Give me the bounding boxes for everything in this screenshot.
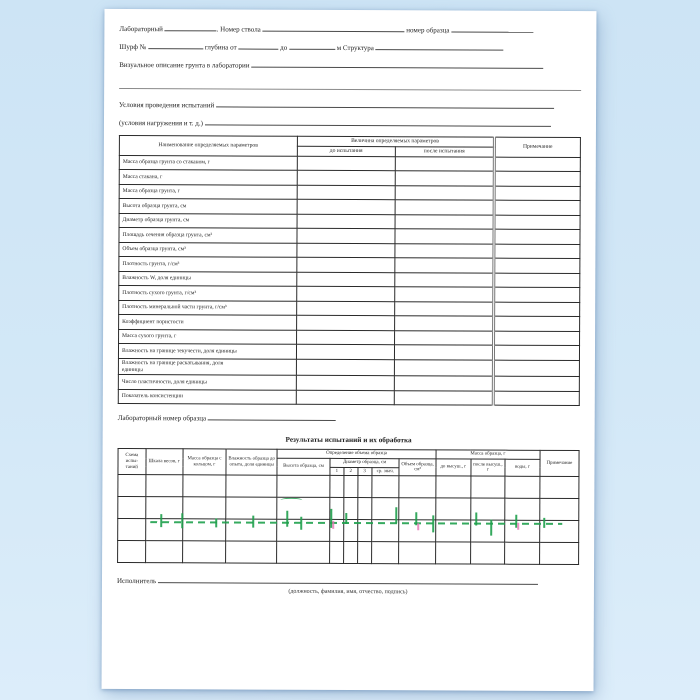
- mass-water-header: воды, г: [505, 459, 540, 476]
- result-cell: [145, 497, 182, 519]
- conditions-note-label: (условия нагружения и т. д.): [118, 118, 203, 128]
- result-cell: [505, 542, 540, 564]
- value-after-cell: [395, 345, 494, 360]
- result-cell: [399, 498, 436, 520]
- param-label: Влажность на границе раскатывания, доля единицы: [118, 358, 296, 375]
- result-cell: [182, 475, 226, 497]
- result-cell: [399, 542, 436, 564]
- pit-label: Шурф №: [119, 42, 147, 52]
- volume-group-header: Определение объема образца: [277, 450, 436, 459]
- value-after-cell: [394, 376, 493, 391]
- pen-mark: [300, 517, 302, 530]
- executor-label: Исполнитель: [116, 577, 157, 586]
- value-before-cell: [297, 229, 396, 244]
- value-before-cell: [297, 171, 396, 186]
- result-cell: [343, 542, 357, 564]
- pen-mark: [286, 511, 288, 527]
- param-label: Плотность минеральной части грунта, г/см³: [119, 300, 297, 315]
- value-before-cell: [297, 200, 396, 215]
- conditions-blank: [216, 98, 554, 108]
- value-before-cell: [297, 214, 396, 229]
- form-page: [102, 9, 597, 691]
- header-line-conditions-note: [119, 116, 581, 131]
- col-height-header: Высота образца, см: [277, 458, 330, 476]
- header-line-conditions: [119, 98, 581, 113]
- value-before-cell: [296, 330, 395, 345]
- note-cell: [494, 215, 580, 230]
- pen-mark: [395, 508, 397, 524]
- structure-blank: [376, 41, 504, 51]
- trunk-label: Номер ствола: [220, 25, 261, 34]
- value-before-cell: [296, 258, 395, 273]
- col-moisture-header: Влажность образца до опыта, доля единицы: [226, 449, 277, 475]
- lab-sample-label: Лабораторный номер образца: [117, 414, 207, 423]
- depth-to-blank: [289, 41, 335, 50]
- param-label: Влажность на границе текучести, доля единицы: [118, 344, 296, 359]
- result-cell: [277, 475, 330, 497]
- result-cell: [371, 542, 399, 564]
- pen-mark: [475, 513, 477, 526]
- param-label: Масса стакана, г: [119, 170, 297, 185]
- note-cell: [493, 331, 579, 346]
- result-cell: [371, 476, 399, 498]
- results-row: [118, 497, 579, 521]
- diam-2-header: 2: [344, 467, 358, 476]
- col-params-header: Наименование определяемых параметров: [119, 135, 297, 156]
- note-cell: [494, 230, 580, 245]
- lab-sample-line: [118, 411, 580, 424]
- result-cell: [358, 476, 372, 498]
- header-line-pit: [119, 40, 581, 55]
- result-cell: [277, 541, 330, 563]
- result-cell: [118, 475, 146, 497]
- note-cell: [493, 273, 579, 288]
- conditions-label: Условия проведения испытаний: [119, 100, 215, 110]
- pen-mark-pink: [332, 521, 334, 529]
- diam-avg-header: ср. знач.: [371, 467, 399, 476]
- result-cell: [344, 476, 358, 498]
- result-cell: [399, 476, 436, 498]
- value-before-cell: [297, 185, 396, 200]
- result-cell: [182, 497, 226, 519]
- col-volume-header: Объем образца, см³: [399, 459, 436, 476]
- note-cell: [494, 172, 580, 187]
- pen-mark: [490, 520, 492, 536]
- mass-before-header: до высуш., г: [436, 459, 471, 476]
- results-table: [117, 448, 579, 565]
- param-label: Диаметр образца грунта, см: [119, 213, 297, 228]
- param-label: Показатель консистенции: [118, 389, 296, 404]
- result-cell: [146, 475, 183, 497]
- param-label: Число пластичности, доля единицы: [118, 375, 296, 390]
- structure-label: м Структура: [336, 43, 374, 53]
- result-cell: [145, 541, 182, 563]
- note-cell: [493, 259, 579, 274]
- value-after-cell: [395, 273, 494, 288]
- sample-blank: [451, 23, 533, 32]
- note-cell: [494, 186, 580, 201]
- result-cell: [330, 476, 344, 498]
- mass-after-header: после высуш., г: [471, 459, 506, 476]
- depth-from-blank: [238, 41, 278, 50]
- value-after-cell: [395, 200, 494, 215]
- value-after-cell: [395, 229, 494, 244]
- value-before-cell: [296, 345, 395, 360]
- lab-label: Лабораторный: [119, 24, 163, 34]
- result-cell: [540, 477, 579, 499]
- conditions-note-blank: [205, 116, 551, 127]
- diam-3-header: 3: [358, 467, 372, 476]
- result-cell: [436, 542, 471, 564]
- value-after-cell: [395, 215, 494, 230]
- executor-blank: [158, 574, 538, 585]
- value-after-cell: [395, 186, 494, 201]
- pen-mark: [252, 516, 254, 528]
- results-row: [118, 475, 579, 499]
- col-after-header: после испытания: [395, 147, 494, 157]
- value-after-cell: [394, 391, 493, 406]
- param-label: Площадь сечения образца грунта, см²: [119, 228, 297, 243]
- value-after-cell: [395, 302, 494, 317]
- header-line-visual: [119, 58, 581, 73]
- visual-desc-extra-line: [119, 76, 581, 91]
- param-label: Масса образца грунта, г: [119, 184, 297, 199]
- header-line-lab: Лабораторный . Номер ствола номер образца: [119, 22, 581, 37]
- lab-blank: [165, 22, 217, 31]
- param-label: Плотность грунта, г/см³: [119, 257, 297, 272]
- result-cell: [182, 541, 226, 563]
- note-cell: [493, 288, 579, 303]
- note-cell: [493, 391, 579, 406]
- results-section: [117, 448, 579, 565]
- result-cell: [118, 497, 146, 519]
- results-title: Результаты испытаний и их обработка: [285, 436, 412, 445]
- value-after-cell: [395, 331, 494, 346]
- col-values-group-header: Величина определяемых параметров: [297, 136, 494, 147]
- depth-to-label: до: [280, 43, 288, 52]
- result-cell: [470, 476, 505, 498]
- pen-mark: [181, 514, 183, 529]
- pen-mark: [345, 513, 347, 524]
- value-before-cell: [296, 390, 395, 405]
- value-before-cell: [296, 376, 395, 391]
- table-row: [118, 389, 579, 406]
- col-ring-mass-header: Масса образца с кольцом, г: [182, 449, 226, 475]
- result-cell: [436, 476, 471, 498]
- signature-hint: (должность, фамилия, имя, отчество, подпись): [288, 589, 408, 596]
- value-before-cell: [296, 287, 395, 302]
- parameters-table: [118, 135, 581, 406]
- pen-mark: [543, 518, 545, 528]
- value-after-cell: [395, 258, 494, 273]
- value-after-cell: [395, 287, 494, 302]
- executor-line: [117, 574, 579, 587]
- value-before-cell: [296, 301, 395, 316]
- value-after-cell: [394, 360, 493, 377]
- result-cell: [330, 542, 344, 564]
- value-after-cell: [395, 157, 494, 172]
- note-cell: [493, 302, 579, 317]
- col-diameter-header: Диаметр образца, см: [330, 458, 399, 467]
- result-cell: [118, 541, 146, 563]
- result-cell: [436, 498, 471, 520]
- param-label: Объем образца грунта, см³: [119, 242, 297, 257]
- value-before-cell: [296, 316, 395, 331]
- result-cell: [226, 475, 277, 497]
- note-cell: [493, 360, 579, 377]
- visual-desc-label: Визуальное описание грунта в лаборатории: [119, 60, 250, 70]
- pit-blank: [148, 40, 203, 49]
- col-note-header: Примечание: [494, 137, 580, 157]
- result-cell: [505, 498, 540, 520]
- value-after-cell: [395, 244, 494, 259]
- trunk-blank: [263, 23, 405, 33]
- note-cell: [493, 346, 579, 361]
- col-scale-header: Шкала весов, г: [146, 449, 183, 475]
- results-row: [118, 541, 579, 565]
- pen-mark: [432, 516, 434, 533]
- param-label: Влажность W, доля единицы: [119, 271, 297, 286]
- param-label: Коэффициент пористости: [119, 315, 297, 330]
- diam-1-header: 1: [330, 467, 344, 476]
- note-cell: [494, 157, 580, 172]
- visual-desc-blank: [251, 59, 543, 69]
- note-cell: [493, 317, 579, 332]
- pen-mark-pink: [517, 523, 519, 530]
- param-label: Плотность сухого грунта, г/см³: [119, 286, 297, 301]
- col-scheme-header: Схема испы- таний: [118, 449, 146, 475]
- result-cell: [118, 519, 146, 541]
- value-before-cell: [296, 359, 395, 376]
- pen-mark: [215, 519, 217, 528]
- note-cell: [493, 377, 579, 392]
- sample-label: номер образца: [406, 26, 450, 35]
- param-label: Высота образца грунта, см: [119, 199, 297, 214]
- pen-mark: [160, 515, 162, 528]
- mass-group-header: Масса образца, г: [436, 450, 540, 459]
- value-after-cell: [395, 171, 494, 186]
- param-label: Масса сухого грунта, г: [119, 329, 297, 344]
- result-cell: [226, 541, 277, 563]
- value-before-cell: [296, 243, 395, 258]
- col-note-header: Примечание: [540, 451, 579, 477]
- depth-from-label: глубина от: [204, 43, 237, 52]
- value-after-cell: [395, 316, 494, 331]
- lab-sample-blank: [208, 412, 336, 422]
- value-before-cell: [296, 272, 395, 287]
- result-cell: [357, 498, 371, 520]
- result-cell: [539, 543, 578, 565]
- pen-mark-pink: [417, 524, 419, 531]
- result-cell: [470, 542, 505, 564]
- result-cell: [539, 499, 578, 521]
- result-cell: [505, 476, 540, 498]
- table-row: [118, 358, 579, 376]
- note-cell: [494, 244, 580, 259]
- param-label: Масса образца грунта со стаканом, г: [119, 155, 297, 170]
- note-cell: [494, 201, 580, 216]
- result-cell: [357, 542, 371, 564]
- col-before-header: до испытания: [297, 146, 396, 156]
- value-before-cell: [297, 156, 396, 171]
